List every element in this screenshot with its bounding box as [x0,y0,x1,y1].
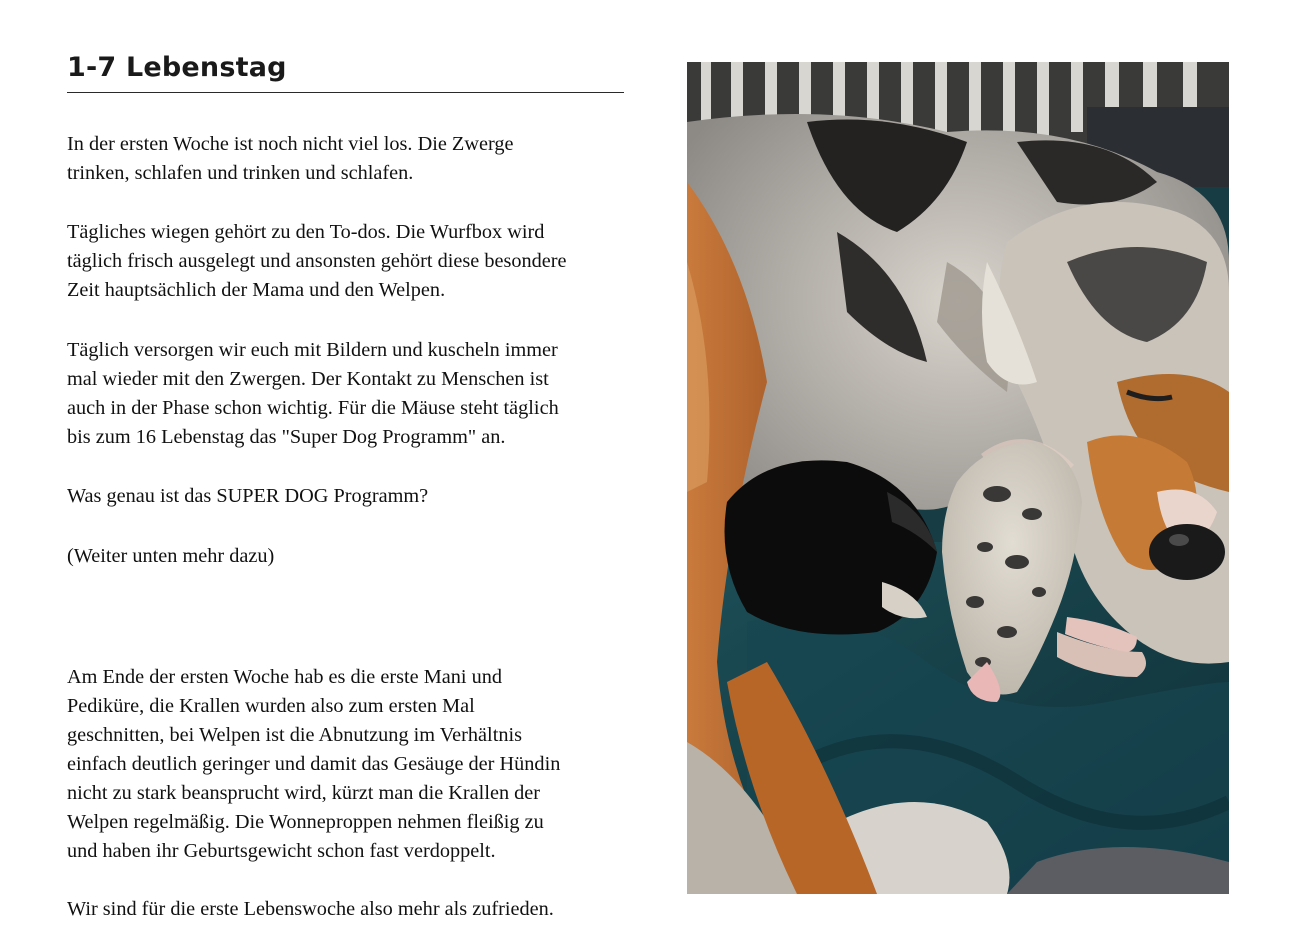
puppies-photo [687,62,1229,894]
section-title: 1-7 Lebenstag [67,48,624,93]
paragraph-question: Was genau ist das SUPER DOG Programm? [67,485,429,507]
paragraph-intro: In der ersten Woche ist noch nicht viel los. Die Zwerge trinken, schlafen und trinken und schlafen. [67,133,514,184]
paragraph-conclusion: Wir sind für die erste Lebenswoche also mehr als zufrieden. [67,898,554,920]
paragraph-more-below: (Weiter unten mehr dazu) [67,545,275,567]
article-column [67,48,624,920]
dog-with-puppies-illustration [687,62,1229,894]
paragraph-super-dog: Täglich versorgen wir euch mit Bildern und kuscheln immer mal wieder mit den Zwergen. Der Kontakt zu Menschen ist auch in der Phase schon wichtig. Für die Mäuse steht täglich bis zum 16 Lebenstag das "Super Dog Programm" an. [67,339,559,448]
paragraph-claws: Am Ende der ersten Woche hab es die erste Mani und Pediküre, die Krallen wurden also zum ersten Mal geschnitten, bei Welpen ist die Abnutzung im Verhältnis einfach deutlich geringer und damit das Gesäuge der Hündin nicht zu stark beansprucht wird, kürzt man die Krallen der Welpen regelmäßig. Die Wonneproppen nehmen fleißig zu und haben ihr Geburtsgewicht schon fast verdoppelt. [67,666,561,862]
paragraph-daily-care: Tägliches wiegen gehört zu den To-dos. Die Wurfbox wird täglich frisch ausgelegt und ansonsten gehört diese besondere Zeit hauptsächlich der Mama und den Welpen. [67,221,567,301]
